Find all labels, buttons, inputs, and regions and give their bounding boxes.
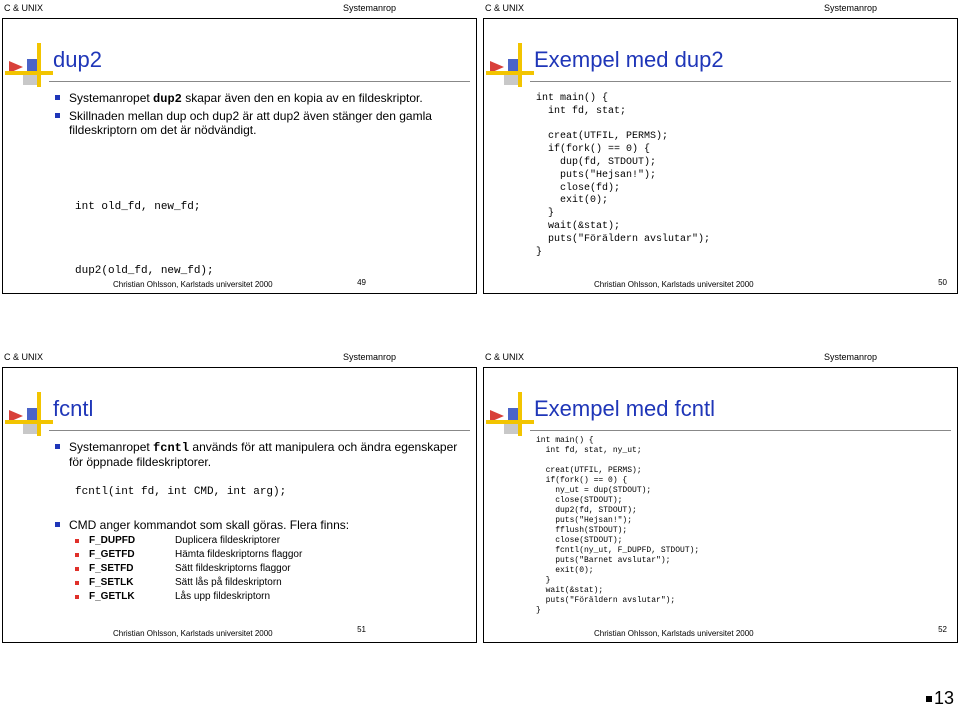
command-item: F_GETLK Lås upp fildeskriptorn xyxy=(75,590,302,604)
bullet-item: CMD anger kommandot som skall göras. Flera finns: xyxy=(55,518,460,532)
slide-title: Exempel med dup2 xyxy=(534,47,724,72)
code-block: int main() { int fd, stat, ny_ut; creat(UTFIL, PERMS); if(fork() == 0) { ny_ut = dup(STDOUT); close(STDOUT); dup2(fd, STDOUT); puts("Hejsan!"); fflush(STDOUT); close(STDOUT); fcntl(ny_ut, F_DUPFD, STDOUT); puts("Barnet avslutar"); exit(0); } wait(&stat); puts("Föräldern avslutar"); } xyxy=(536,436,700,615)
slide-header-left: C & UNIX xyxy=(485,352,525,362)
slide-logo-icon xyxy=(486,392,534,436)
slide-header-right: Systemanrop xyxy=(824,352,878,362)
slide-header-left: C & UNIX xyxy=(485,3,525,13)
slide-exempel-dup2 xyxy=(483,18,958,294)
slide-header-right: Systemanrop xyxy=(824,3,878,13)
bullet-list xyxy=(55,91,460,140)
slide-footer: Christian Ohlsson, Karlstads universitet 2000 xyxy=(113,629,273,638)
code-block: int old_fd, new_fd; dup2(old_fd, new_fd); xyxy=(75,201,214,277)
slide-footer: Christian Ohlsson, Karlstads universitet 2000 xyxy=(113,280,273,289)
slide-number: 50 xyxy=(938,278,947,287)
command-item: F_GETFD Hämta fildeskriptorns flaggor xyxy=(75,548,302,562)
title-rule xyxy=(49,81,470,82)
slide-fcntl xyxy=(2,367,477,643)
page-number: 13 xyxy=(926,688,954,709)
slide-header-right: Systemanrop xyxy=(343,3,397,13)
command-list xyxy=(75,534,302,604)
function-signature: fcntl(int fd, int CMD, int arg); xyxy=(75,486,287,498)
slide-logo-icon xyxy=(5,392,53,436)
code-block: int main() { int fd, stat; creat(UTFIL, PERMS); if(fork() == 0) { dup(fd, STDOUT); puts("Hejsan!"); close(fd); exit(0); } wait(&stat); puts("Föräldern avslutar"); } xyxy=(536,93,711,258)
slide-exempel-fcntl xyxy=(483,367,958,643)
slide-title: fcntl xyxy=(53,396,94,421)
slide-header-right: Systemanrop xyxy=(343,352,397,362)
title-rule xyxy=(530,81,951,82)
slide-footer: Christian Ohlsson, Karlstads universitet 2000 xyxy=(594,280,754,289)
title-rule xyxy=(49,430,470,431)
bullet-item: Systemanropet fcntl används för att manipulera och ändra egenskaper för öppnade fildeskriptorer. xyxy=(55,440,460,469)
command-item: F_SETFD Sätt fildeskriptorns flaggor xyxy=(75,562,302,576)
slide-footer: Christian Ohlsson, Karlstads universitet 2000 xyxy=(594,629,754,638)
slide-title: Exempel med fcntl xyxy=(534,396,715,421)
bullet-list xyxy=(55,440,460,472)
slide-number: 49 xyxy=(357,278,366,287)
bullet-item: Skillnaden mellan dup och dup2 är att dup2 även stänger den gamla fildeskriptorn om det är nödvändigt. xyxy=(55,109,460,137)
bullet-item: Systemanropet dup2 skapar även den en kopia av en fildeskriptor. xyxy=(55,91,460,106)
slide-title: dup2 xyxy=(53,47,102,72)
title-rule xyxy=(530,430,951,431)
slide-dup2 xyxy=(2,18,477,294)
command-item: F_SETLK Sätt lås på fildeskriptorn xyxy=(75,576,302,590)
slide-header-left: C & UNIX xyxy=(4,352,44,362)
slide-number: 51 xyxy=(357,625,366,634)
slide-number: 52 xyxy=(938,625,947,634)
slide-logo-icon xyxy=(5,43,53,87)
slide-header-left: C & UNIX xyxy=(4,3,44,13)
bullet-list xyxy=(55,518,460,535)
slide-logo-icon xyxy=(486,43,534,87)
command-item: F_DUPFD Duplicera fildeskriptorer xyxy=(75,534,302,548)
